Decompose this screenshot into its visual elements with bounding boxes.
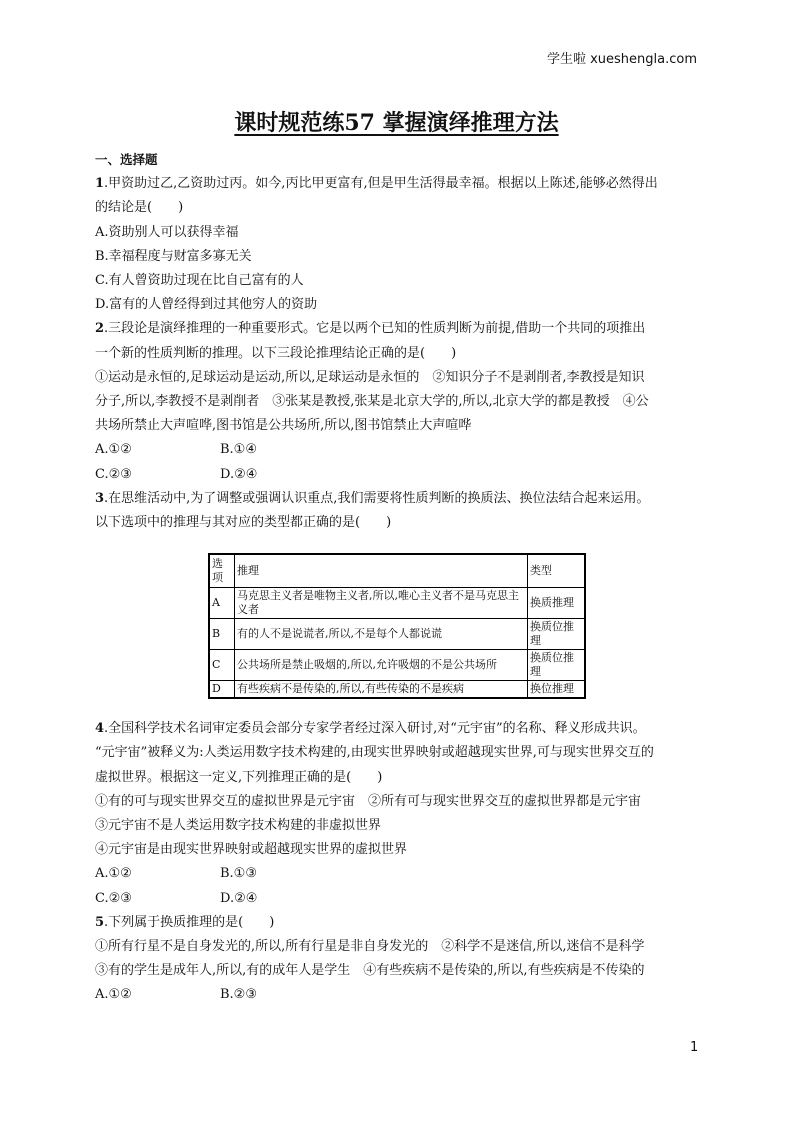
question-2-line-3: ①运动是永恒的,足球运动是运动,所以,足球运动是永恒的 ②知识分子不是剥削者,李教授是知识	[95, 369, 645, 385]
question-3-table	[208, 553, 586, 699]
table-cell-option: D	[209, 681, 235, 699]
option-c: C.②③	[95, 890, 132, 906]
table-cell-option: A	[209, 588, 235, 619]
question-1-option-a: A.资助别人可以获得幸福	[95, 224, 239, 240]
page-number: 1	[690, 1040, 699, 1055]
question-3-line-2: 以下选项中的推理与其对应的类型都正确的是( )	[95, 515, 392, 531]
table-cell-type: 换质位推理	[528, 650, 586, 681]
table-cell-reasoning: 公共场所是禁止吸烟的,所以,允许吸烟的不是公共场所	[235, 650, 528, 681]
table-cell-type: 换位推理	[528, 681, 586, 699]
table-row	[209, 681, 585, 699]
table-cell-option: B	[209, 619, 235, 650]
question-5-options-row-1	[95, 983, 700, 1007]
question-3-number: 3	[95, 490, 105, 506]
question-4-options-row-1	[95, 862, 700, 886]
table-cell-type: 换质推理	[528, 588, 586, 619]
question-1-option-c: C.有人曾资助过现在比自己富有的人	[95, 273, 304, 289]
table-header-reasoning: 推理	[235, 554, 528, 588]
section-heading: 一、选择题	[95, 152, 158, 167]
question-2-line-4: 分子,所以,李教授不是剥削者 ③张某是教授,张某是北京大学的,所以,北京大学的都是教授 ④公	[95, 394, 649, 410]
question-5-line-1: 5.下列属于换质推理的是( )	[95, 914, 275, 930]
question-1-number: 1	[95, 176, 105, 192]
question-1-option-b: B.幸福程度与财富多寡无关	[95, 248, 252, 264]
question-2-options-row-2	[95, 463, 700, 487]
table-cell-reasoning: 马克思主义者是唯物主义者,所以,唯心主义者不是马克思主义者	[235, 588, 528, 619]
question-5-line-2: ①所有行星不是自身发光的,所以,所有行星是非自身发光的 ②科学不是迷信,所以,迷信不是科学	[95, 939, 645, 955]
option-b: B.①④	[220, 442, 257, 458]
page-title: 课时规范练57 掌握演绎推理方法	[234, 110, 559, 136]
question-2-line-1: 2.三段论是演绎推理的一种重要形式。它是以两个已知的性质判断为前提,借助一个共同的项推出	[95, 321, 646, 337]
question-2-options-row-1	[95, 438, 700, 462]
option-a: A.①②	[95, 442, 132, 458]
table-header-option: 选项	[209, 554, 235, 588]
question-4-line-6: ④元宇宙是由现实世界映射或超越现实世界的虚拟世界	[95, 842, 408, 858]
question-4-line-4: ①有的可与现实世界交互的虚拟世界是元宇宙 ②所有可与现实世界交互的虚拟世界都是元宇宙	[95, 793, 642, 809]
question-2-line-2: 一个新的性质判断的推理。以下三段论推理结论正确的是( )	[95, 345, 457, 361]
question-2-number: 2	[95, 321, 105, 337]
question-2-line-5: 共场所禁止大声喧哗,图书馆是公共场所,所以,图书馆禁止大声喧哗	[95, 418, 472, 434]
option-c: C.②③	[95, 466, 132, 482]
document-body	[95, 148, 700, 1008]
question-4-line-1: 4.全国科学技术名词审定委员会部分专家学者经过深入研讨,对“元宇宙”的名称、释义形成共识。	[95, 721, 646, 737]
table-cell-reasoning: 有些疾病不是传染的,所以,有些传染的不是疾病	[235, 681, 528, 699]
question-1-line-1: 1.甲资助过乙,乙资助过丙。如今,丙比甲更富有,但是甲生活得最幸福。根据以上陈述,能够必然得出	[95, 176, 658, 192]
table-cell-option: C	[209, 650, 235, 681]
question-1-option-d: D.富有的人曾经得到过其他穷人的资助	[95, 297, 318, 313]
option-d: D.②④	[220, 466, 258, 482]
table-row	[209, 650, 585, 681]
option-a: A.①②	[95, 866, 132, 882]
question-4-number: 4	[95, 721, 105, 737]
option-b: B.①③	[220, 866, 257, 882]
table-row	[209, 619, 585, 650]
question-4-line-5: ③元宇宙不是人类运用数字技术构建的非虚拟世界	[95, 818, 382, 834]
table-cell-reasoning: 有的人不是说谎者,所以,不是每个人都说谎	[235, 619, 528, 650]
table-header-type: 类型	[528, 554, 586, 588]
table-cell-type: 换质位推理	[528, 619, 586, 650]
question-4-options-row-2	[95, 887, 700, 911]
question-4-line-3: 虚拟世界。根据这一定义,下列推理正确的是( )	[95, 769, 383, 785]
site-watermark: 学生啦 xueshengla.com	[546, 52, 697, 67]
option-b: B.②③	[220, 987, 257, 1003]
question-5-number: 5	[95, 914, 105, 930]
option-d: D.②④	[220, 890, 258, 906]
question-4-line-2: “元宇宙”被释义为:人类运用数字技术构建的,由现实世界映射或超越现实世界,可与现实世界交互的	[95, 745, 654, 761]
question-5-line-3: ③有的学生是成年人,所以,有的成年人是学生 ④有些疾病不是传染的,所以,有些疾病是不传染的	[95, 963, 645, 979]
question-1-line-2: 的结论是( )	[95, 200, 184, 216]
question-3-line-1: 3.在思维活动中,为了调整或强调认识重点,我们需要将性质判断的换质法、换位法结合起来运用。	[95, 490, 650, 506]
table-header-row	[209, 554, 585, 588]
table-row	[209, 588, 585, 619]
option-a: A.①②	[95, 987, 132, 1003]
